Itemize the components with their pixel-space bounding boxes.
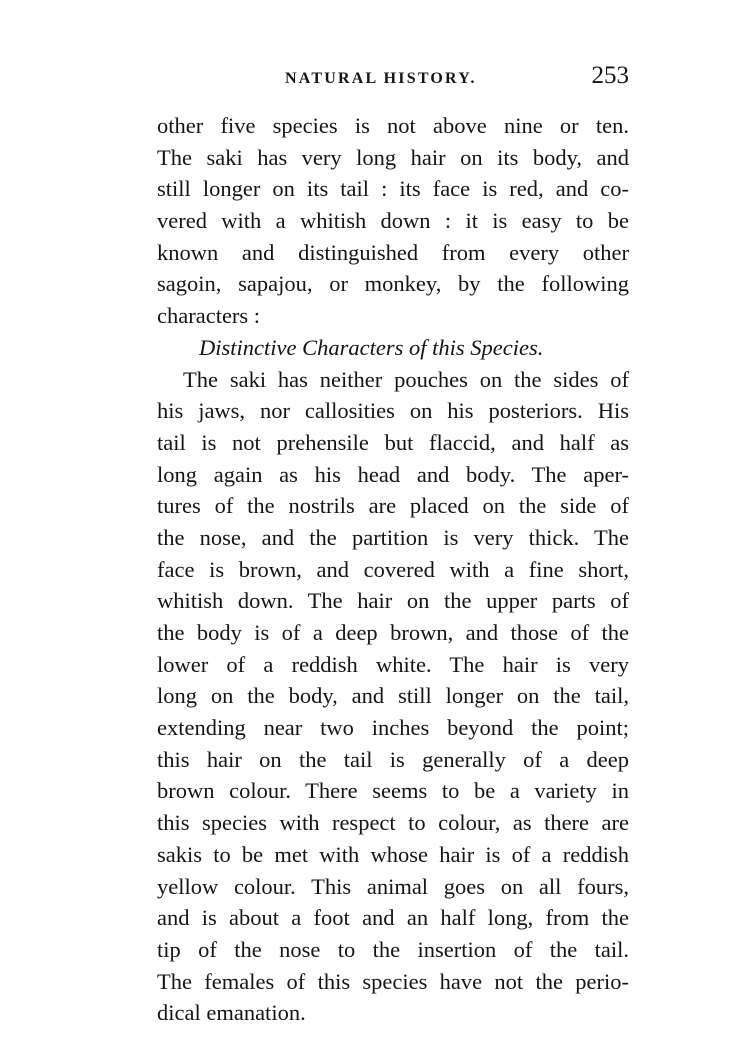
text-line: characters : [157,303,261,329]
text-line: sakis to be met with whose hair is of a reddish [157,841,629,867]
running-title: NATURAL HISTORY. [285,70,477,87]
text-line: whitish down. The hair on the upper parts of [157,588,629,614]
text-line: still longer on its tail : its face is red, and co- [157,176,629,202]
running-head [157,62,629,92]
text-line: The females of this species have not the perio- [157,968,629,994]
text-line: tip of the nose to the insertion of the tail. [157,936,629,962]
text-line: other five species is not above nine or ten. [157,113,629,138]
body-text [157,110,629,1029]
text-line: sagoin, sapajou, or monkey, by the following [157,271,629,297]
text-line: the nose, and the partition is very thick. The [157,524,629,550]
text-line: extending near two inches beyond the point; [157,715,629,741]
section-heading: Distinctive Characters of this Species. [199,334,544,360]
text-line: The saki has very long hair on its body, and [157,144,629,170]
text-line: tures of the nostrils are placed on the side of [157,493,629,519]
text-line: long again as his head and body. The aper- [157,461,629,487]
text-line: dical emanation. [157,1000,306,1026]
text-line: lower of a reddish white. The hair is very [157,651,629,677]
text-line: brown colour. There seems to be a variety in [157,778,629,804]
text-line: long on the body, and still longer on the tail, [157,683,629,709]
text-line: and is about a foot and an half long, from the [157,905,629,931]
text-line: face is brown, and covered with a fine short, [157,556,629,582]
text-line: the body is of a deep brown, and those of the [157,620,629,645]
text-line: tail is not prehensile but flaccid, and half as [157,429,629,455]
text-line: yellow colour. This animal goes on all fours, [157,873,629,899]
text-line: The saki has neither pouches on the sides of [183,366,629,392]
text-line: known and distinguished from every other [157,239,629,265]
page-number: 253 [591,62,629,89]
text-line: his jaws, nor callosities on his posteriors. His [157,398,629,424]
text-line: this hair on the tail is generally of a deep [157,746,629,772]
text-line: vered with a whitish down : it is easy to be [157,208,629,234]
text-line: this species with respect to colour, as there are [157,810,629,836]
